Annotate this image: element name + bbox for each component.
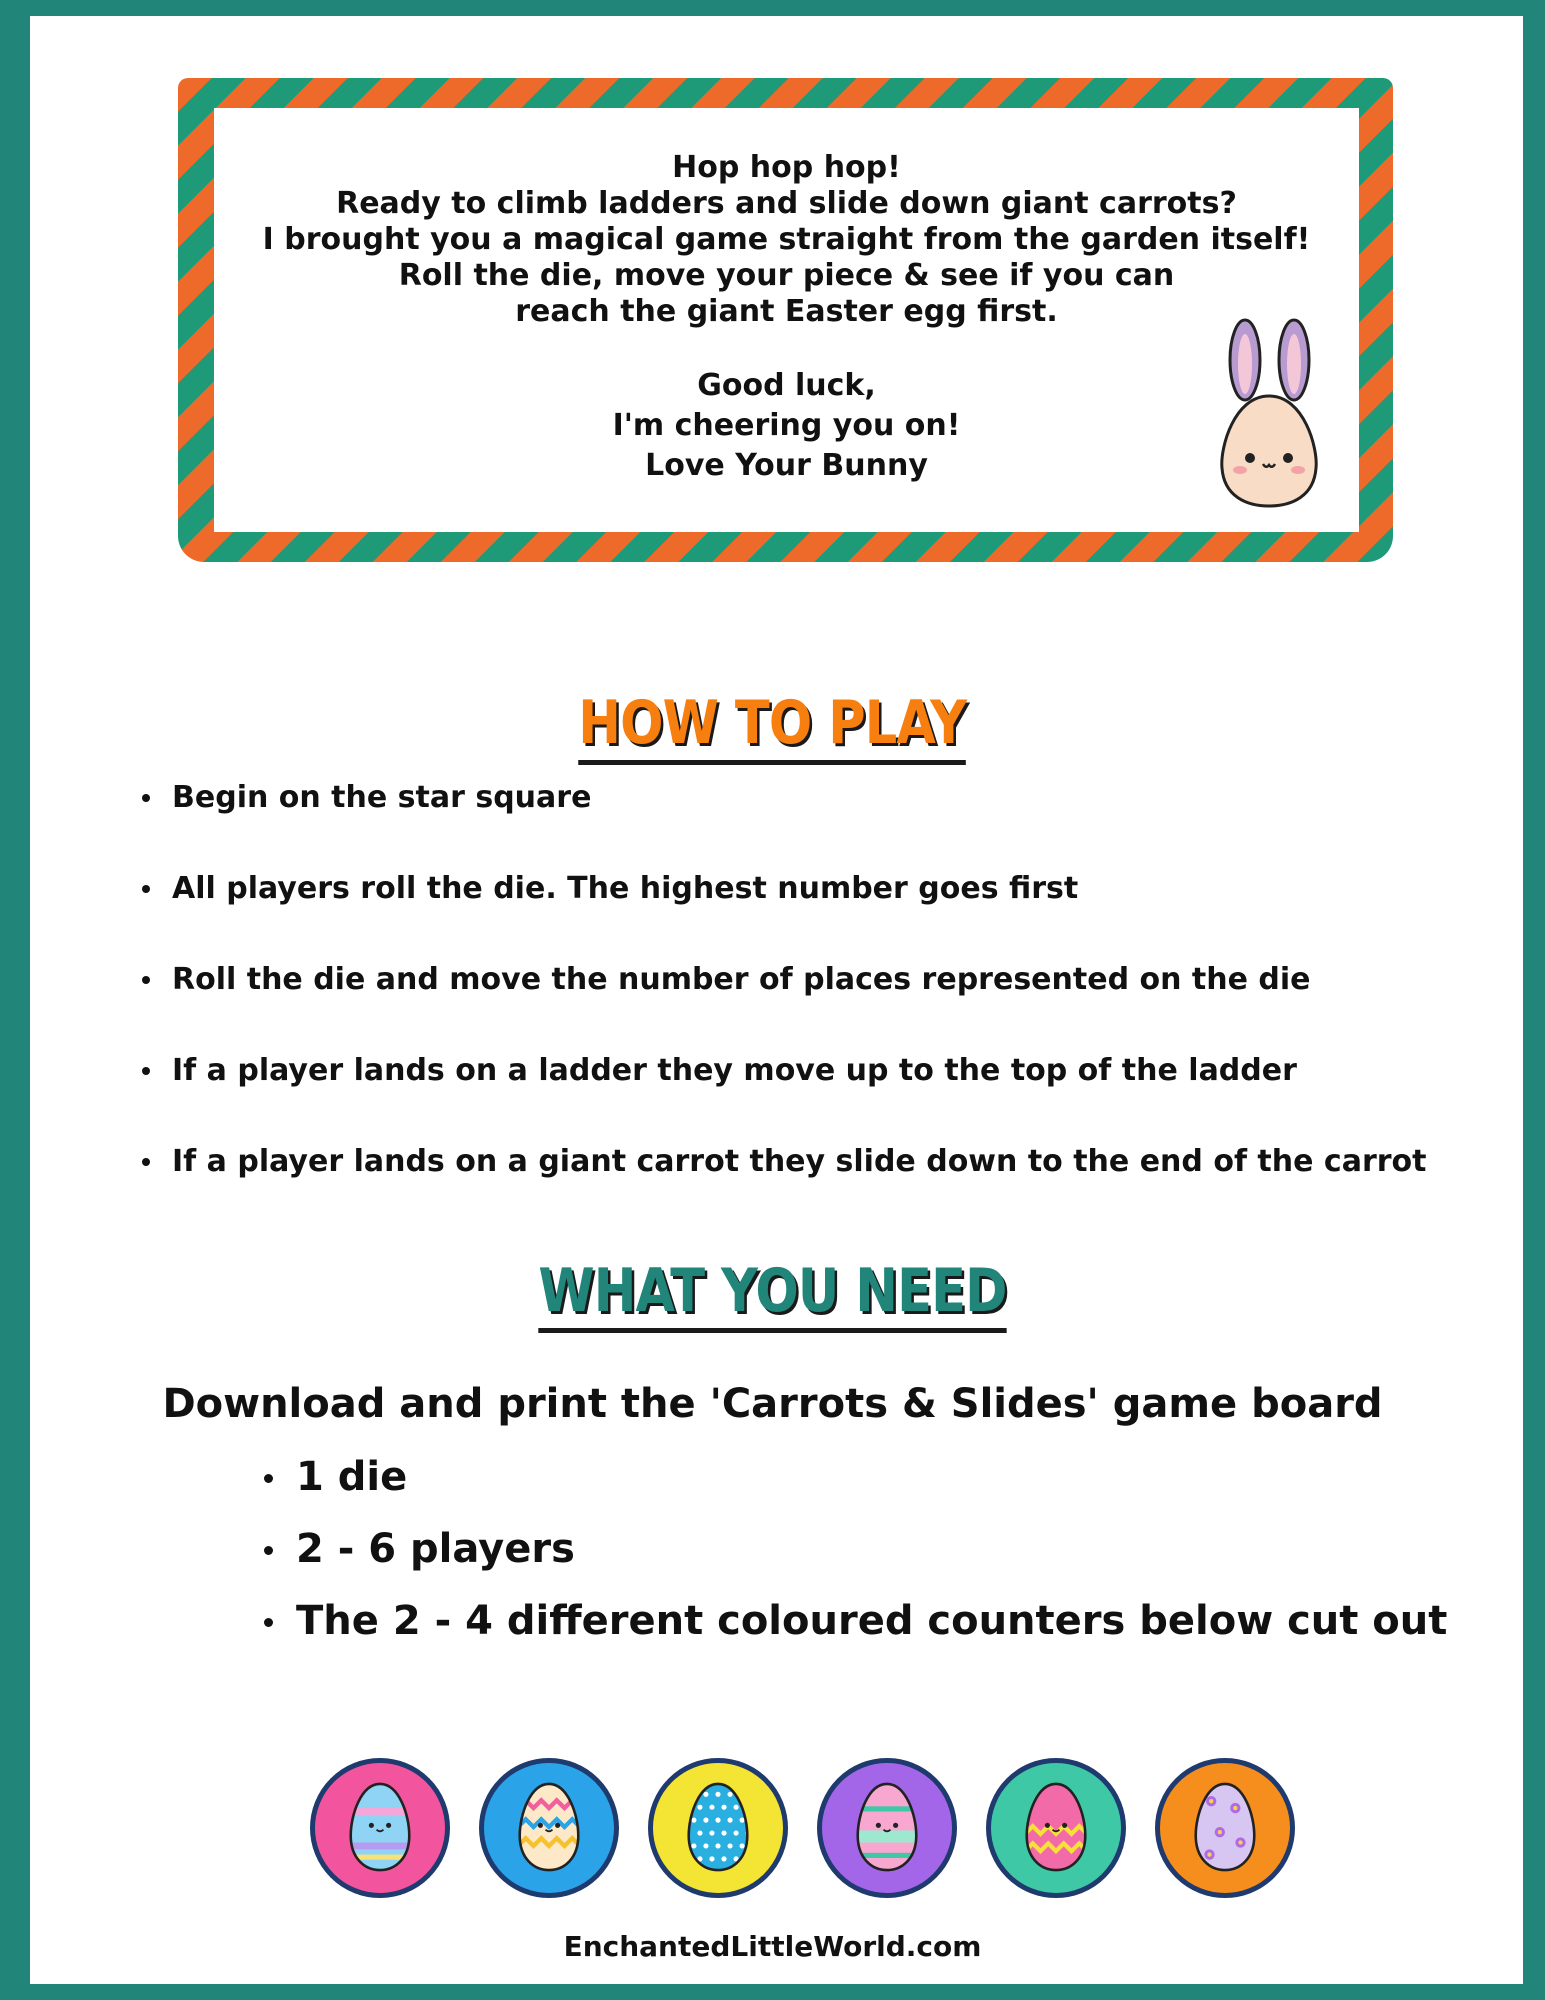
counter-6 bbox=[1155, 1758, 1295, 1898]
letter-line: reach the giant Easter egg first. bbox=[515, 294, 1058, 329]
footer-site: EnchantedLittleWorld.com bbox=[563, 1930, 982, 1963]
banded-egg-icon bbox=[856, 1781, 918, 1873]
counters-row bbox=[310, 1758, 1300, 1908]
need-item: 1 die bbox=[262, 1452, 1447, 1524]
counter-1 bbox=[310, 1758, 450, 1898]
need-list bbox=[262, 1452, 1447, 1668]
need-intro: Download and print the 'Carrots & Slides' game board bbox=[162, 1381, 1383, 1427]
letter-content bbox=[214, 108, 1359, 532]
zigzag-egg-icon bbox=[518, 1781, 580, 1873]
counter-4 bbox=[817, 1758, 957, 1898]
dotted-egg-icon bbox=[687, 1781, 749, 1873]
letter-signature: Love Your Bunny bbox=[645, 448, 928, 483]
pink-zigzag-egg-icon bbox=[1025, 1781, 1087, 1873]
letter-signoff: Good luck, bbox=[697, 368, 876, 403]
rule-item: Roll the die and move the number of places represented on the die bbox=[138, 960, 1438, 1051]
rule-item: If a player lands on a giant carrot they slide down to the end of the carrot bbox=[138, 1142, 1438, 1233]
floral-egg-icon bbox=[1194, 1781, 1256, 1873]
counter-3 bbox=[648, 1758, 788, 1898]
letter-line: I brought you a magical game straight from the garden itself! bbox=[262, 222, 1311, 257]
need-item: The 2 - 4 different coloured counters below cut out bbox=[262, 1596, 1447, 1668]
counter-2 bbox=[479, 1758, 619, 1898]
counter-5 bbox=[986, 1758, 1126, 1898]
letter-line: Ready to climb ladders and slide down giant carrots? bbox=[336, 186, 1237, 221]
bunny-letter-card bbox=[178, 78, 1393, 562]
rule-item: If a player lands on a ladder they move up to the top of the ladder bbox=[138, 1051, 1438, 1142]
letter-signoff: I'm cheering you on! bbox=[612, 408, 961, 443]
letter-line: Hop hop hop! bbox=[672, 150, 901, 185]
what-you-need-heading: WHAT YOU NEED bbox=[0, 1256, 1545, 1333]
need-item: 2 - 6 players bbox=[262, 1524, 1447, 1596]
bunny-egg-icon bbox=[1212, 318, 1327, 508]
rule-item: All players roll the die. The highest number goes first bbox=[138, 869, 1438, 960]
how-to-play-heading: HOW TO PLAY bbox=[0, 688, 1545, 765]
striped-egg-icon bbox=[349, 1781, 411, 1873]
rules-list bbox=[138, 778, 1438, 1233]
letter-line: Roll the die, move your piece & see if you can bbox=[398, 258, 1175, 293]
rule-item: Begin on the star square bbox=[138, 778, 1438, 869]
